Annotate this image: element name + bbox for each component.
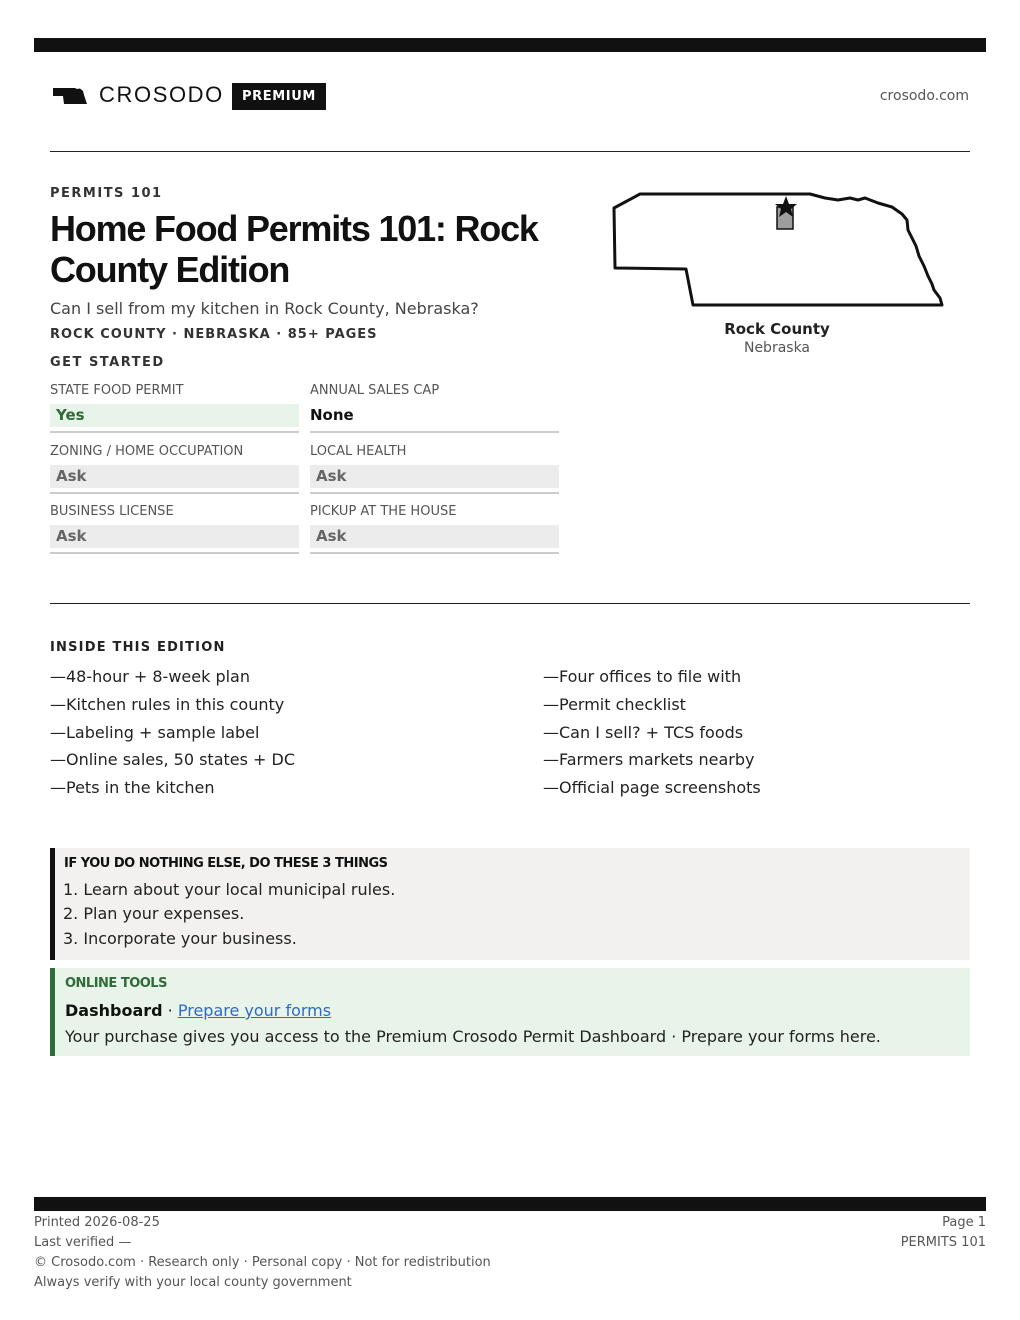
prepare-forms-link[interactable]: Prepare your forms bbox=[177, 1001, 332, 1020]
list-item: —Farmers markets nearby bbox=[543, 750, 755, 770]
status-cell-annual-sales-cap bbox=[310, 382, 559, 433]
verify-note: Always verify with your local county government bbox=[34, 1275, 352, 1290]
status-value: Ask bbox=[50, 465, 299, 488]
footer-bar bbox=[34, 1197, 986, 1211]
map-county-label: Rock County bbox=[724, 320, 830, 338]
printed-date: Printed 2026-08-25 bbox=[34, 1215, 160, 1230]
status-cell-zoning bbox=[50, 443, 299, 494]
online-tools-callout bbox=[50, 968, 970, 1056]
status-label: PICKUP AT THE HOUSE bbox=[310, 504, 457, 519]
status-cell-business-license bbox=[50, 503, 299, 554]
contents-heading: INSIDE THIS EDITION bbox=[50, 640, 226, 655]
page-subtitle: Can I sell from my kitchen in Rock County, Nebraska? bbox=[50, 299, 479, 318]
list-item: —Labeling + sample label bbox=[50, 722, 260, 742]
list-item: —Online sales, 50 states + DC bbox=[50, 750, 296, 770]
status-value: None bbox=[310, 406, 354, 424]
contents-list-left bbox=[50, 666, 295, 805]
header bbox=[50, 80, 970, 114]
footer-section: PERMITS 101 bbox=[900, 1235, 986, 1250]
status-label: ANNUAL SALES CAP bbox=[310, 383, 440, 398]
footer-left bbox=[34, 1213, 491, 1293]
list-item: —48-hour + 8-week plan bbox=[50, 667, 250, 686]
list-item: —Four offices to file with bbox=[543, 667, 742, 686]
status-label: LOCAL HEALTH bbox=[310, 444, 407, 459]
status-cell-pickup bbox=[310, 503, 559, 554]
section-kicker: PERMITS 101 bbox=[50, 186, 163, 201]
action-item: 1. Learn about your local municipal rules. bbox=[63, 880, 396, 899]
divider bbox=[50, 151, 970, 152]
nebraska-map bbox=[610, 190, 946, 312]
separator: · bbox=[162, 1001, 178, 1020]
status-value: Ask bbox=[310, 465, 559, 488]
divider bbox=[50, 603, 970, 604]
premium-badge: PREMIUM bbox=[232, 83, 326, 110]
map-state-label: Nebraska bbox=[743, 340, 811, 356]
list-item: —Official page screenshots bbox=[543, 778, 761, 798]
status-cell-state-food-permit bbox=[50, 382, 299, 433]
get-started-heading: GET STARTED bbox=[50, 355, 165, 370]
tools-description: Your purchase gives you access to the Premium Crosodo Permit Dashboard · Prepare your forms here. bbox=[65, 1027, 881, 1046]
status-value: Yes bbox=[50, 404, 299, 427]
status-cell-local-health bbox=[310, 443, 559, 494]
cell-underline bbox=[310, 431, 559, 433]
status-value: Ask bbox=[50, 525, 299, 548]
dashboard-line bbox=[65, 1001, 331, 1020]
status-label: ZONING / HOME OCCUPATION bbox=[50, 444, 244, 459]
contents-list-right bbox=[543, 666, 761, 805]
top-bar bbox=[34, 38, 986, 52]
list-item: —Pets in the kitchen bbox=[50, 778, 215, 798]
nebraska-state-icon bbox=[53, 87, 87, 105]
list-item: —Can I sell? + TCS foods bbox=[543, 722, 744, 742]
dashboard-label: Dashboard bbox=[65, 1001, 163, 1020]
list-item: —Kitchen rules in this county bbox=[50, 694, 285, 714]
cell-underline bbox=[310, 552, 559, 554]
edition-meta: ROCK COUNTY · NEBRASKA · 85+ PAGES bbox=[50, 327, 378, 342]
status-label: BUSINESS LICENSE bbox=[50, 504, 174, 519]
copyright: © Crosodo.com · Research only · Personal copy · Not for redistribution bbox=[34, 1255, 491, 1270]
last-verified: Last verified — bbox=[34, 1235, 132, 1250]
cell-underline bbox=[50, 431, 299, 433]
footer-right bbox=[901, 1213, 986, 1253]
cell-underline bbox=[50, 492, 299, 494]
callout-heading: ONLINE TOOLS bbox=[65, 976, 167, 991]
action-item: 2. Plan your expenses. bbox=[63, 904, 245, 923]
site-url[interactable]: crosodo.com bbox=[879, 88, 969, 104]
list-item: —Permit checklist bbox=[543, 694, 686, 714]
cell-underline bbox=[310, 492, 559, 494]
cell-underline bbox=[50, 552, 299, 554]
action-item: 3. Incorporate your business. bbox=[63, 929, 297, 948]
page-title: Home Food Permits 101: Rock County Edition bbox=[50, 208, 538, 290]
brand-name[interactable]: CROSODO bbox=[99, 82, 224, 107]
callout-heading: IF YOU DO NOTHING ELSE, DO THESE 3 THINGS bbox=[64, 856, 388, 871]
page-number: Page 1 bbox=[942, 1215, 986, 1230]
status-value: Ask bbox=[310, 525, 559, 548]
status-label: STATE FOOD PERMIT bbox=[50, 383, 184, 398]
key-actions-callout bbox=[50, 848, 970, 960]
